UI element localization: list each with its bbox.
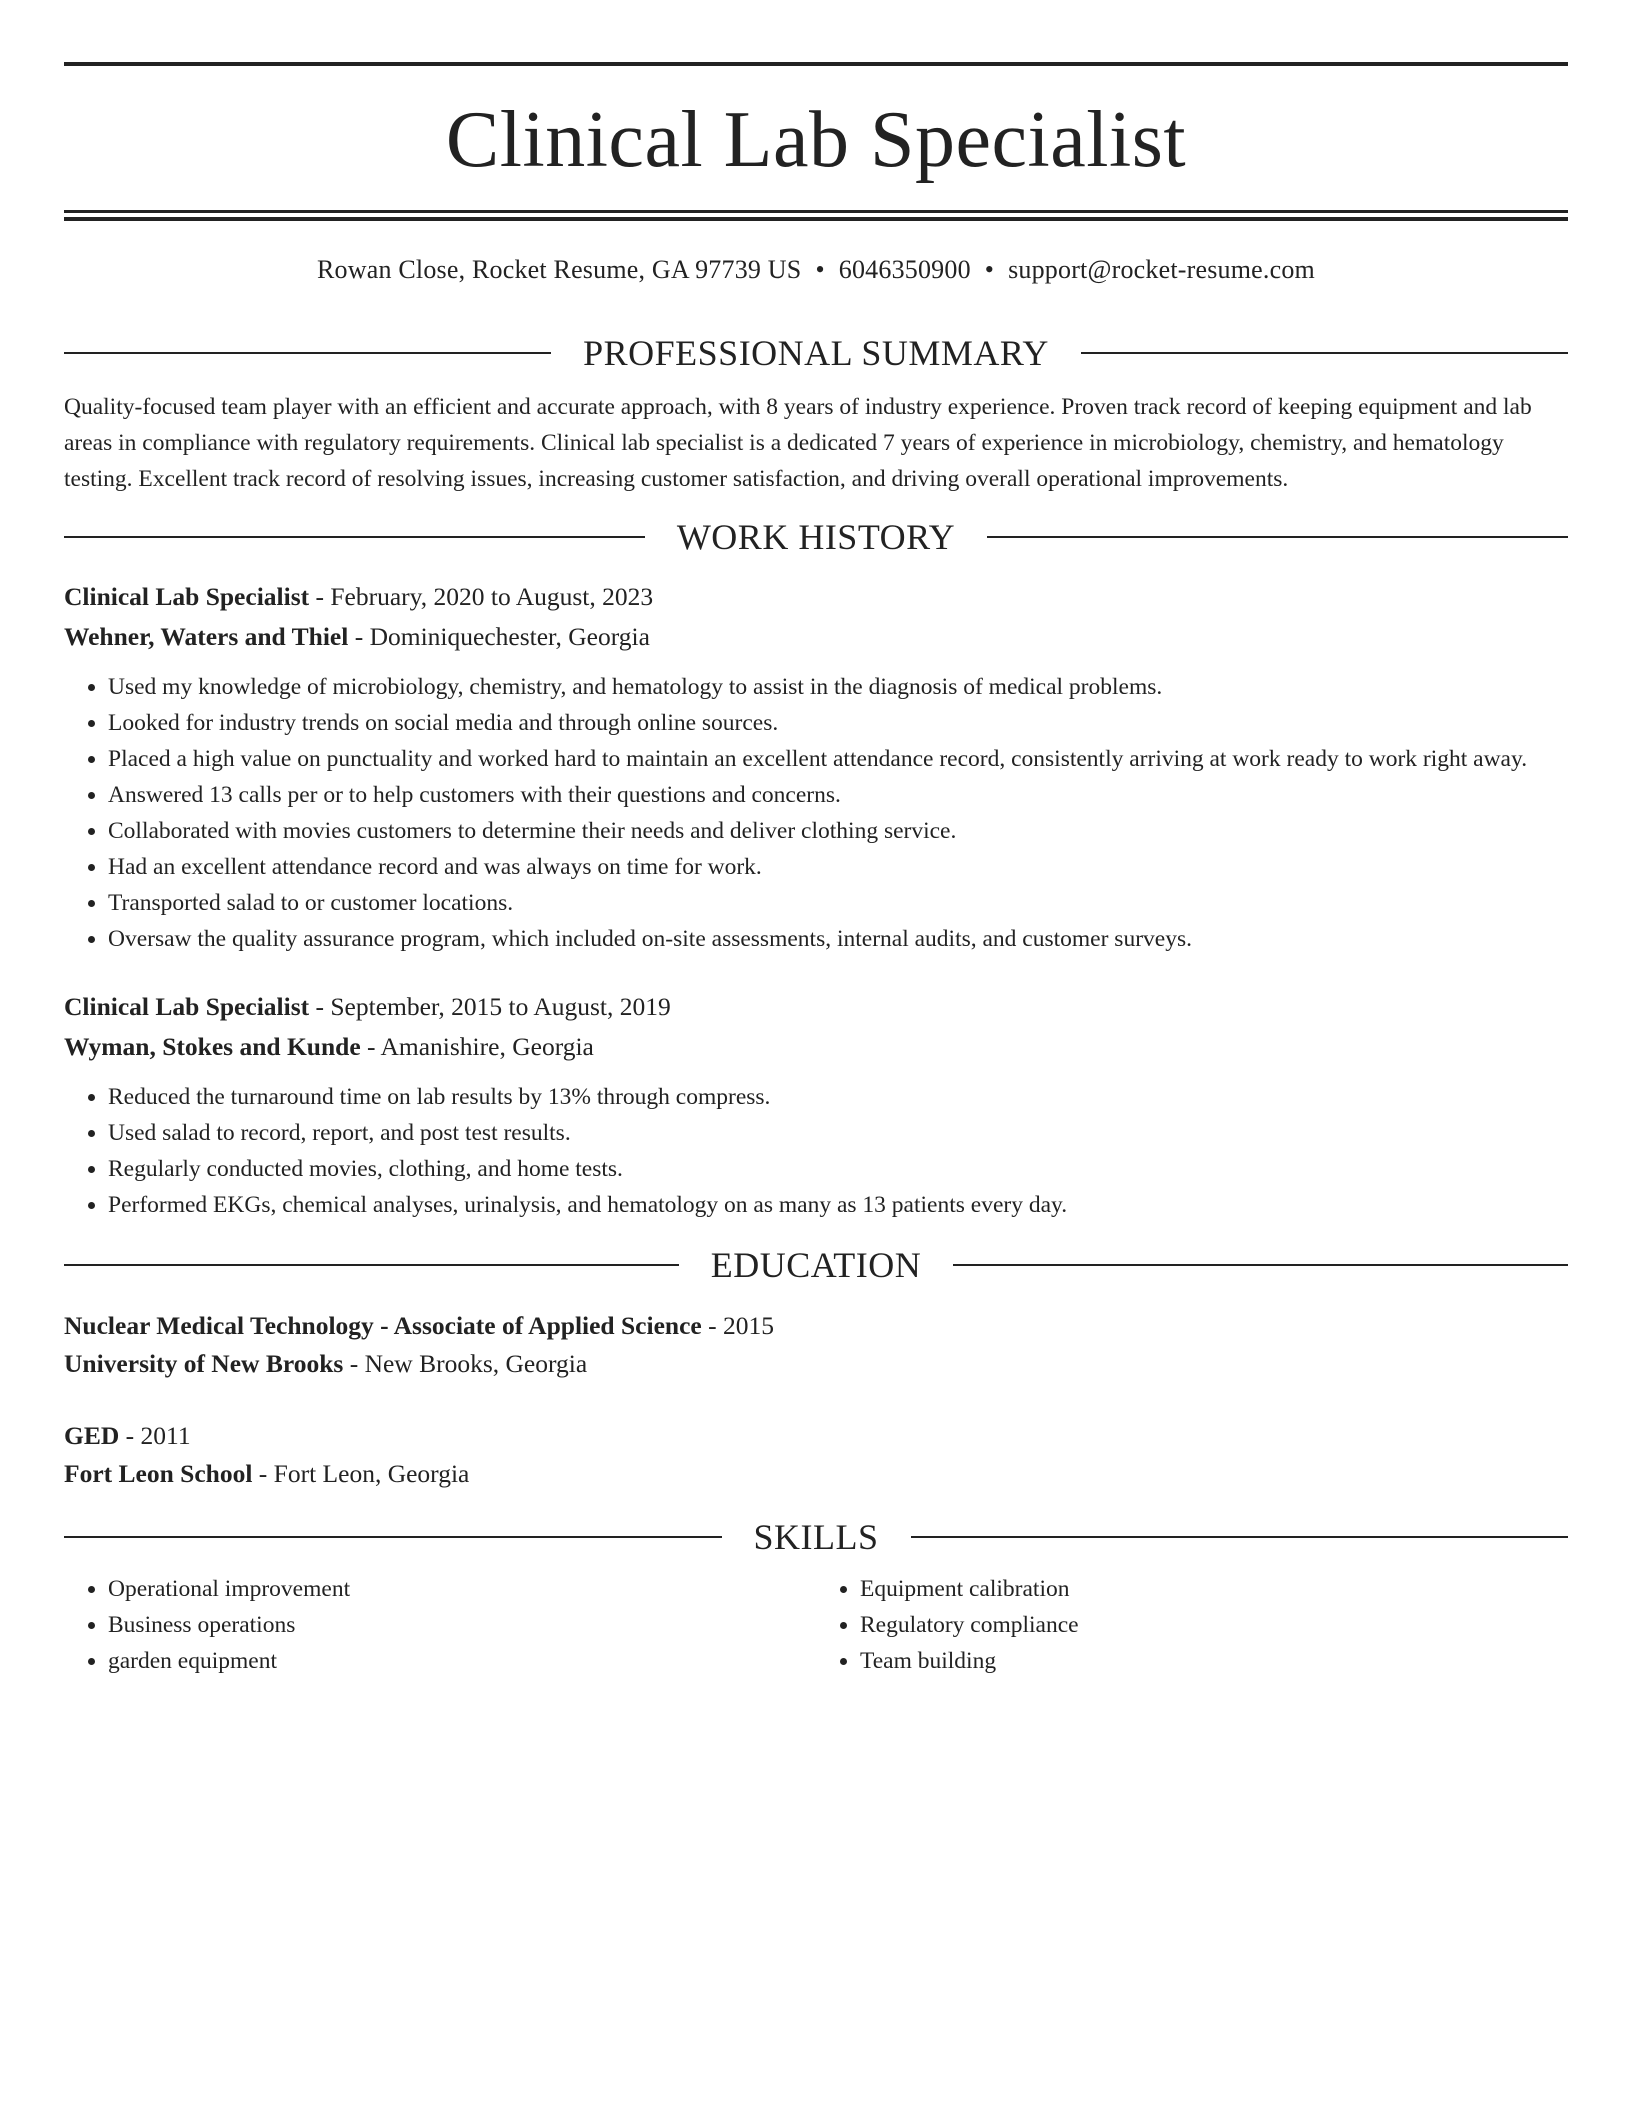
work-heading: WORK HISTORY <box>676 517 956 557</box>
title-double-rule <box>64 210 1568 221</box>
resume-title: Clinical Lab Specialist <box>445 96 1187 184</box>
dash: - <box>252 1459 274 1488</box>
skill-item: • Equipment calibration <box>860 1571 1568 1607</box>
job-bullet: • Performed EKGs, chemical analyses, urinalysis, and hematology on as many as 13 patients every day. <box>108 1187 1568 1223</box>
dash: - <box>309 582 331 611</box>
job-company: Wyman, Stokes and Kunde <box>64 1032 361 1061</box>
job-bullet: • Looked for industry trends on social media and through online sources. <box>108 705 1568 741</box>
job-entry <box>64 987 1568 1223</box>
job-bullet: • Oversaw the quality assurance program, which included on-site assessments, internal audits, and customer surveys. <box>108 921 1568 957</box>
education-degree: Nuclear Medical Technology - Associate of Applied Science <box>64 1311 702 1340</box>
skill-item: • Team building <box>860 1643 1568 1679</box>
education-year: 2015 <box>722 1311 774 1340</box>
job-company: Wehner, Waters and Thiel <box>64 622 349 651</box>
contact-separator: • <box>984 255 995 284</box>
job-title-line <box>64 577 1568 617</box>
education-year: 2011 <box>140 1421 191 1450</box>
education-degree-line <box>64 1307 1568 1345</box>
job-bullets <box>64 1079 1568 1223</box>
heading-rule-left <box>64 536 645 538</box>
dash: - <box>360 1032 381 1061</box>
work-section-heading <box>64 519 1568 555</box>
job-bullet: • Transported salad to or customer locations. <box>108 885 1568 921</box>
skills-heading: SKILLS <box>753 1517 879 1557</box>
education-section-heading <box>64 1247 1568 1283</box>
job-dates: September, 2015 to August, 2019 <box>330 992 671 1021</box>
top-rule <box>64 62 1568 66</box>
skills-column-right <box>816 1571 1568 1679</box>
contact-line <box>64 255 1568 295</box>
education-school: Fort Leon School <box>64 1459 253 1488</box>
summary-text: Quality-focused team player with an efficient and accurate approach, with 8 years of industry experience. Proven track record of keeping equipment and lab areas in compliance with regulatory requirements. Clinical lab specialist is a dedicated 7 years of experience in microbiology, chemistry, and hematology testing. Excellent track record of resolving issues, increasing customer satisfaction, and driving overall operational improvements. <box>64 394 1532 492</box>
heading-rule-right <box>1081 352 1568 354</box>
skill-item: • Operational improvement <box>108 1571 816 1607</box>
contact-address: Rowan Close, Rocket Resume, GA 97739 US <box>317 255 802 284</box>
job-bullet: • Reduced the turnaround time on lab results by 13% through compress. <box>108 1079 1568 1115</box>
job-entry <box>64 577 1568 957</box>
job-title: Clinical Lab Specialist <box>64 992 310 1021</box>
heading-rule-left <box>64 1264 679 1266</box>
job-bullet: • Had an excellent attendance record and was always on time for work. <box>108 849 1568 885</box>
skills-grid <box>64 1571 1568 1679</box>
job-bullet: • Answered 13 calls per or to help customers with their questions and concerns. <box>108 777 1568 813</box>
job-company-line <box>64 1027 1568 1067</box>
skills-column-left <box>64 1571 816 1679</box>
dash: - <box>119 1421 141 1450</box>
education-entry <box>64 1307 1568 1383</box>
education-school: University of New Brooks <box>64 1349 344 1378</box>
job-bullet: • Regularly conducted movies, clothing, and home tests. <box>108 1151 1568 1187</box>
job-title-line <box>64 987 1568 1027</box>
dash: - <box>701 1311 723 1340</box>
skill-item: • Business operations <box>108 1607 816 1643</box>
heading-rule-left <box>64 352 551 354</box>
education-degree: GED <box>64 1421 120 1450</box>
heading-rule-right <box>953 1264 1568 1266</box>
education-heading: EDUCATION <box>710 1245 922 1285</box>
job-bullet: • Used salad to record, report, and post test results. <box>108 1115 1568 1151</box>
education-location: New Brooks, Georgia <box>364 1349 588 1378</box>
dash: - <box>309 992 331 1021</box>
contact-separator: • <box>815 255 825 284</box>
job-bullets <box>64 669 1568 957</box>
skills-section-heading <box>64 1519 1568 1555</box>
education-degree-line <box>64 1417 1568 1455</box>
heading-rule-left <box>64 1536 722 1538</box>
job-bullet: • Used my knowledge of microbiology, chemistry, and hematology to assist in the diagnosis of medical problems. <box>108 669 1568 705</box>
job-company-line <box>64 617 1568 657</box>
job-title: Clinical Lab Specialist <box>64 582 310 611</box>
education-school-line <box>64 1455 1568 1493</box>
contact-email: support@rocket-resume.com <box>1008 255 1315 284</box>
job-bullet: • Collaborated with movies customers to determine their needs and deliver clothing service. <box>108 813 1568 849</box>
heading-rule-right <box>987 536 1568 538</box>
education-entry <box>64 1417 1568 1493</box>
contact-phone: 6046350900 <box>838 255 971 284</box>
dash: - <box>343 1349 365 1378</box>
skill-item: • Regulatory compliance <box>860 1607 1568 1643</box>
heading-rule-right <box>911 1536 1569 1538</box>
summary-section-heading <box>64 335 1568 371</box>
job-location: Amanishire, Georgia <box>380 1032 594 1061</box>
dash: - <box>348 622 370 651</box>
education-location: Fort Leon, Georgia <box>273 1459 470 1488</box>
job-location: Dominiquechester, Georgia <box>369 622 650 651</box>
job-bullet: • Placed a high value on punctuality and worked hard to maintain an excellent attendance record, consistently arriving at work ready to work right away. <box>108 741 1568 777</box>
skill-item: • garden equipment <box>108 1643 816 1679</box>
summary-heading: PROFESSIONAL SUMMARY <box>583 333 1049 373</box>
education-school-line <box>64 1345 1568 1383</box>
job-dates: February, 2020 to August, 2023 <box>330 582 654 611</box>
